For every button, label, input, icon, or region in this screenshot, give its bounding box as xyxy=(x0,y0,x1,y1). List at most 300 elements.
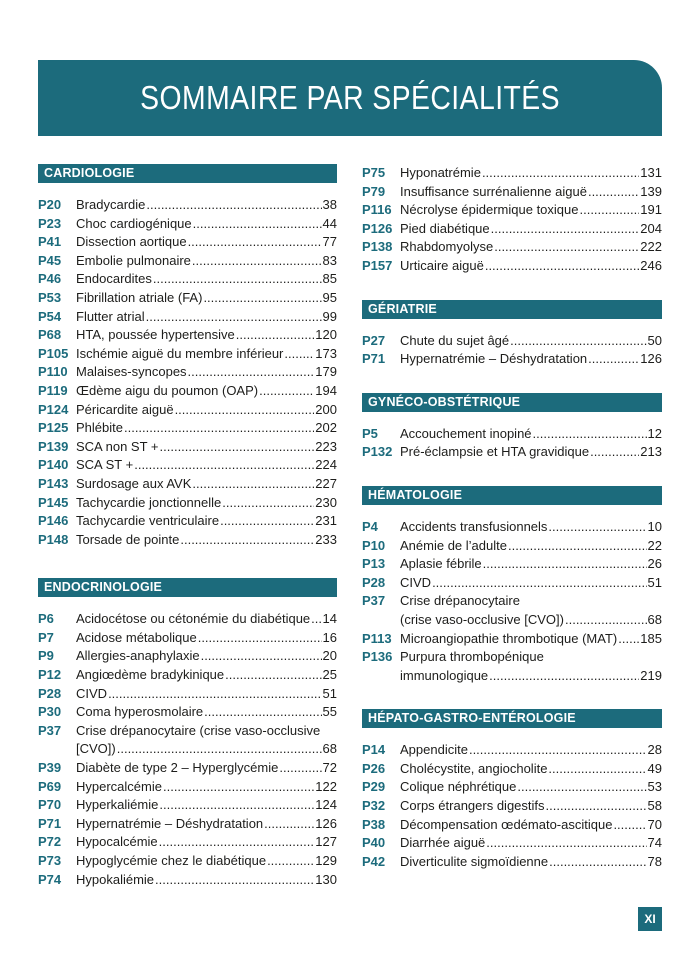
entry-page-number: 83 xyxy=(322,252,337,268)
entry-title: Bradycardie xyxy=(76,197,146,212)
toc-entry xyxy=(38,326,337,345)
dot-leader xyxy=(159,833,315,852)
section-endocrinologie-continued xyxy=(362,164,662,276)
entry-title: Accouchement inopiné xyxy=(400,425,532,441)
dot-leader xyxy=(494,238,639,257)
entry-line xyxy=(400,648,662,667)
entry-title: Angiœdème bradykinique xyxy=(76,667,225,683)
entry-page-number: 129 xyxy=(315,853,337,868)
entry-title: Coma hyperosmolaire xyxy=(76,704,204,720)
toc-entry xyxy=(38,475,337,494)
entry-title: Tachycardie ventriculaire xyxy=(76,513,220,529)
entry-title: CIVD xyxy=(400,574,432,590)
entry-line xyxy=(76,796,337,815)
entry-title: Crise drépanocytaire xyxy=(400,593,520,609)
entry-title: Diabète de type 2 – Hyperglycémie xyxy=(76,760,279,776)
dot-leader xyxy=(618,630,639,649)
entry-code: P124 xyxy=(38,401,69,417)
entry-code: P12 xyxy=(38,667,62,683)
entry-title: Malaises-syncopes xyxy=(76,364,187,380)
entry-text xyxy=(400,592,662,629)
entry-code: P138 xyxy=(362,239,393,255)
entry-page-number: 231 xyxy=(315,513,337,529)
entry-line xyxy=(76,401,337,420)
entry-line xyxy=(400,611,662,630)
entry-page-number: 50 xyxy=(647,332,662,348)
entry-code: P148 xyxy=(38,531,69,547)
entry-code: P143 xyxy=(38,475,69,491)
toc-entry xyxy=(362,220,662,239)
dot-leader xyxy=(193,215,322,234)
entry-text xyxy=(76,666,337,685)
entry-text xyxy=(76,703,337,722)
entry-code: P5 xyxy=(362,425,378,441)
entry-text xyxy=(76,438,337,457)
entry-line xyxy=(76,326,337,345)
entry-page-number: 246 xyxy=(640,257,662,273)
entry-title: Hyperkaliémie xyxy=(76,797,159,813)
entry-title: CIVD xyxy=(76,685,108,701)
dot-leader xyxy=(483,555,647,574)
section-heading: GYNÉCO-OBSTÉTRIQUE xyxy=(362,393,662,412)
dot-leader xyxy=(491,220,640,239)
entry-title: HTA, poussée hypertensive xyxy=(76,327,235,343)
toc-entry xyxy=(362,164,662,183)
toc-entry xyxy=(38,289,337,308)
entry-page-number: 20 xyxy=(322,648,337,664)
entry-line xyxy=(400,238,662,257)
toc-entry xyxy=(362,834,662,853)
entry-code: P72 xyxy=(38,834,62,850)
entry-title: Hypoglycémie chez le diabétique xyxy=(76,853,267,868)
entry-text xyxy=(76,252,337,271)
entry-page-number: 122 xyxy=(315,778,337,794)
entry-line xyxy=(76,494,337,513)
entry-page-number: 22 xyxy=(647,537,662,553)
entry-title: Appendicite xyxy=(400,742,468,758)
entry-page-number: 185 xyxy=(640,630,662,646)
entry-title: Décompensation œdémato-ascitique xyxy=(400,816,613,832)
toc-entry xyxy=(38,685,337,704)
entry-title: Tachycardie jonctionnelle xyxy=(76,494,222,510)
entry-text xyxy=(76,363,337,382)
entry-text xyxy=(76,722,337,759)
entry-page-number: 191 xyxy=(640,202,662,218)
entry-code: P71 xyxy=(38,815,62,831)
toc-entry xyxy=(362,183,662,202)
entry-title: Péricardite aiguë xyxy=(76,401,174,417)
dot-leader xyxy=(259,382,314,401)
entry-code: P68 xyxy=(38,327,62,343)
dot-leader xyxy=(510,332,646,351)
entry-line xyxy=(400,350,662,369)
entry-code: P37 xyxy=(362,593,386,609)
entry-line xyxy=(76,308,337,327)
entry-line xyxy=(400,574,662,593)
dot-leader xyxy=(588,350,639,369)
toc-entry xyxy=(38,796,337,815)
entry-line xyxy=(400,257,662,276)
entry-text xyxy=(400,238,662,257)
entry-page-number: 55 xyxy=(322,704,337,720)
entry-line xyxy=(76,610,337,629)
entry-line xyxy=(400,778,662,797)
toc-entry xyxy=(38,345,337,364)
toc-entry xyxy=(38,703,337,722)
entry-text xyxy=(76,289,337,308)
entry-title: [CVO]) xyxy=(76,741,116,757)
entry-title: Choc cardiogénique xyxy=(76,215,192,231)
toc-entry xyxy=(362,350,662,369)
entry-page-number: 202 xyxy=(315,420,337,436)
entry-line xyxy=(76,722,337,741)
toc-entry xyxy=(38,666,337,685)
entry-text xyxy=(76,512,337,531)
entry-text xyxy=(400,518,662,537)
entry-text xyxy=(400,220,662,239)
section-hepato-gastro-enterologie xyxy=(362,709,662,871)
entry-line xyxy=(400,853,662,872)
toc-entry xyxy=(38,778,337,797)
dot-leader xyxy=(159,796,314,815)
entry-title: Purpura thrombopénique xyxy=(400,649,544,665)
dot-leader xyxy=(508,537,647,556)
entry-line xyxy=(76,815,337,834)
section-heading: GÉRIATRIE xyxy=(362,300,662,319)
entry-line xyxy=(400,555,662,574)
entry-code: P40 xyxy=(362,835,386,851)
entry-text xyxy=(76,531,337,550)
entry-code: P116 xyxy=(362,202,392,218)
toc-entry xyxy=(38,382,337,401)
section-cardiologie xyxy=(38,164,337,549)
entry-line xyxy=(76,871,337,890)
dot-leader xyxy=(180,531,314,550)
entry-text xyxy=(76,345,337,364)
entry-code: P4 xyxy=(362,518,378,534)
entry-page-number: 227 xyxy=(315,475,337,491)
entry-page-number: 14 xyxy=(322,611,337,627)
dot-leader xyxy=(146,196,321,215)
dot-leader xyxy=(485,257,639,276)
dot-leader xyxy=(284,345,314,364)
entry-page-number: 219 xyxy=(640,667,662,683)
entry-line xyxy=(400,425,662,444)
toc-entry xyxy=(38,512,337,531)
entry-line xyxy=(400,592,662,611)
entry-text xyxy=(76,233,337,252)
section-geriatrie xyxy=(362,300,662,369)
entry-code: P9 xyxy=(38,648,54,664)
dot-leader xyxy=(548,760,646,779)
dot-leader xyxy=(489,667,639,686)
entry-line xyxy=(400,667,662,686)
entry-code: P113 xyxy=(362,630,392,646)
entry-text xyxy=(400,574,662,593)
entry-page-number: 77 xyxy=(322,234,337,250)
entry-page-number: 26 xyxy=(647,556,662,572)
dot-leader xyxy=(203,289,321,308)
entry-page-number: 74 xyxy=(647,835,662,851)
entry-line xyxy=(400,537,662,556)
entry-page-number: 126 xyxy=(315,815,337,831)
toc-entry xyxy=(38,629,337,648)
entry-page-number: 38 xyxy=(322,197,337,212)
entry-code: P79 xyxy=(362,183,386,199)
toc-entry xyxy=(362,592,662,629)
entry-page-number: 233 xyxy=(315,531,337,547)
toc-entry xyxy=(362,853,662,872)
entry-title: Flutter atrial xyxy=(76,308,145,324)
toc-entry xyxy=(362,443,662,462)
entry-line xyxy=(76,647,337,666)
entry-code: P140 xyxy=(38,457,69,473)
entry-line xyxy=(76,531,337,550)
entry-code: P41 xyxy=(38,234,62,250)
entry-title: Surdosage aux AVK xyxy=(76,475,192,491)
entry-text xyxy=(400,760,662,779)
dot-leader xyxy=(486,834,646,853)
entry-code: P139 xyxy=(38,438,69,454)
entry-line xyxy=(76,759,337,778)
entry-code: P42 xyxy=(362,853,386,869)
entry-line xyxy=(76,703,337,722)
dot-leader xyxy=(517,778,646,797)
left-column xyxy=(38,164,337,889)
entry-title: (crise vaso-occlusive [CVO]) xyxy=(400,611,564,627)
entry-line xyxy=(76,382,337,401)
entry-title: Microangiopathie thrombotique (MAT) xyxy=(400,630,618,646)
entry-title: Fibrillation atriale (FA) xyxy=(76,289,203,305)
entry-title: Hypernatrémie – Déshydratation xyxy=(400,351,588,367)
entry-line xyxy=(76,270,337,289)
entry-text xyxy=(76,629,337,648)
dot-leader xyxy=(146,308,322,327)
entry-line xyxy=(76,456,337,475)
entry-line xyxy=(76,852,337,871)
dot-leader xyxy=(163,778,314,797)
toc-entry xyxy=(362,574,662,593)
entry-text xyxy=(76,419,337,438)
dot-leader xyxy=(124,419,314,438)
page-number-badge: XI xyxy=(638,907,662,931)
entry-code: P69 xyxy=(38,778,62,794)
entry-code: P125 xyxy=(38,420,69,436)
entry-line xyxy=(76,512,337,531)
entry-title: Crise drépanocytaire (crise vaso-occlusive xyxy=(76,722,321,738)
entry-code: P20 xyxy=(38,197,62,212)
entry-code: P29 xyxy=(362,779,386,795)
entry-line xyxy=(76,475,337,494)
entry-code: P73 xyxy=(38,853,62,868)
toc-entry xyxy=(38,871,337,890)
entry-text xyxy=(400,350,662,369)
entry-text xyxy=(400,834,662,853)
dot-leader xyxy=(192,475,314,494)
entry-line xyxy=(76,740,337,759)
toc-entry xyxy=(38,196,337,215)
entry-text xyxy=(76,852,337,871)
entry-text xyxy=(76,401,337,420)
section-heading: HÉPATO-GASTRO-ENTÉROLOGIE xyxy=(362,709,662,728)
entry-code: P30 xyxy=(38,704,62,720)
entry-page-number: 224 xyxy=(315,457,337,473)
entry-code: P37 xyxy=(38,722,62,738)
entry-title: Embolie pulmonaire xyxy=(76,252,191,268)
toc-entry xyxy=(362,760,662,779)
entry-code: P132 xyxy=(362,444,393,460)
toc-entry xyxy=(362,741,662,760)
entry-title: Acidose métabolique xyxy=(76,629,197,645)
entry-title: Dissection aortique xyxy=(76,234,187,250)
entry-title: Hyponatrémie xyxy=(400,165,481,180)
entry-page-number: 131 xyxy=(640,165,662,180)
toc-entry xyxy=(38,363,337,382)
entry-page-number: 124 xyxy=(315,797,337,813)
entry-title: Allergies-anaphylaxie xyxy=(76,648,200,664)
entry-text xyxy=(400,183,662,202)
entry-title: Rhabdomyolyse xyxy=(400,239,494,255)
entry-text xyxy=(76,270,337,289)
entry-line xyxy=(76,629,337,648)
entry-text xyxy=(76,308,337,327)
entry-code: P46 xyxy=(38,271,62,287)
toc-entry xyxy=(38,759,337,778)
entry-code: P70 xyxy=(38,797,62,813)
dot-leader xyxy=(175,401,315,420)
dot-leader xyxy=(220,512,314,531)
entry-text xyxy=(76,494,337,513)
entry-title: Insuffisance surrénalienne aiguë xyxy=(400,183,587,199)
entry-line xyxy=(76,196,337,215)
entry-text xyxy=(76,475,337,494)
toc-entry xyxy=(38,531,337,550)
dot-leader xyxy=(533,425,647,444)
entry-code: P13 xyxy=(362,556,386,572)
dot-leader xyxy=(204,703,321,722)
toc-entry xyxy=(362,555,662,574)
entry-title: Anémie de l’adulte xyxy=(400,537,507,553)
entry-text xyxy=(76,685,337,704)
entry-line xyxy=(400,834,662,853)
section-heading: CARDIOLOGIE xyxy=(38,164,337,183)
entry-line xyxy=(400,518,662,537)
entry-code: P146 xyxy=(38,513,69,529)
dot-leader xyxy=(613,816,646,835)
entry-line xyxy=(76,419,337,438)
entry-text xyxy=(400,425,662,444)
dot-leader xyxy=(236,326,315,345)
toc-entry xyxy=(362,518,662,537)
dot-leader xyxy=(225,666,321,685)
entry-text xyxy=(400,555,662,574)
toc-entry xyxy=(362,648,662,685)
entry-text xyxy=(400,816,662,835)
entry-line xyxy=(76,438,337,457)
entry-title: Diarrhée aiguë xyxy=(400,835,486,851)
entry-title: Aplasie fébrile xyxy=(400,556,482,572)
entry-code: P10 xyxy=(362,537,386,553)
entry-text xyxy=(400,630,662,649)
entry-page-number: 78 xyxy=(647,853,662,869)
entry-page-number: 85 xyxy=(322,271,337,287)
entry-text xyxy=(76,456,337,475)
entry-code: P14 xyxy=(362,742,386,758)
entry-code: P27 xyxy=(362,332,386,348)
entry-page-number: 51 xyxy=(647,574,662,590)
entry-code: P38 xyxy=(362,816,386,832)
entry-line xyxy=(76,289,337,308)
toc-entry xyxy=(362,201,662,220)
entry-title: Pré-éclampsie et HTA gravidique xyxy=(400,444,590,460)
toc-entry xyxy=(38,852,337,871)
entry-title: Hypernatrémie – Déshydratation xyxy=(76,815,264,831)
entry-title: Hypocalcémie xyxy=(76,834,158,850)
dot-leader xyxy=(160,438,315,457)
entry-code: P28 xyxy=(38,685,62,701)
entry-page-number: 179 xyxy=(315,364,337,380)
dot-leader xyxy=(482,164,639,183)
entry-page-number: 95 xyxy=(322,289,337,305)
entry-code: P136 xyxy=(362,649,393,665)
dot-leader xyxy=(134,456,314,475)
entry-title: SCA non ST + xyxy=(76,438,159,454)
toc-entry xyxy=(362,797,662,816)
dot-leader xyxy=(155,871,314,890)
entry-code: P75 xyxy=(362,165,386,180)
entry-text xyxy=(76,326,337,345)
entry-title: Torsade de pointe xyxy=(76,531,180,547)
entry-text xyxy=(76,833,337,852)
entry-page-number: 173 xyxy=(315,345,337,361)
entry-title: Œdème aigu du poumon (OAP) xyxy=(76,382,259,398)
toc-entry xyxy=(362,238,662,257)
entry-code: P54 xyxy=(38,308,62,324)
entry-line xyxy=(400,183,662,202)
entry-code: P26 xyxy=(362,760,386,776)
toc-entry xyxy=(38,494,337,513)
entry-text xyxy=(76,610,337,629)
entry-code: P105 xyxy=(38,345,69,361)
entry-page-number: 51 xyxy=(322,685,337,701)
entry-page-number: 16 xyxy=(322,629,337,645)
entry-text xyxy=(400,778,662,797)
toc-entry xyxy=(362,630,662,649)
entry-title: SCA ST + xyxy=(76,457,134,473)
entry-page-number: 58 xyxy=(647,798,662,814)
entry-page-number: 99 xyxy=(322,308,337,324)
toc-entry xyxy=(362,332,662,351)
entry-line xyxy=(400,332,662,351)
entry-text xyxy=(400,257,662,276)
entry-text xyxy=(400,648,662,685)
section-gyneco-obstetrique xyxy=(362,393,662,462)
entry-page-number: 28 xyxy=(647,742,662,758)
entry-code: P71 xyxy=(362,351,386,367)
entry-page-number: 72 xyxy=(322,760,337,776)
entry-page-number: 49 xyxy=(647,760,662,776)
entry-line xyxy=(76,778,337,797)
section-heading: ENDOCRINOLOGIE xyxy=(38,578,337,597)
entry-text xyxy=(400,537,662,556)
title-banner xyxy=(38,60,662,136)
entry-title: Urticaire aiguë xyxy=(400,257,484,273)
toc-entry xyxy=(38,401,337,420)
toc-entry xyxy=(38,419,337,438)
dot-leader xyxy=(117,740,322,759)
dot-leader xyxy=(579,201,639,220)
dot-leader xyxy=(546,797,647,816)
